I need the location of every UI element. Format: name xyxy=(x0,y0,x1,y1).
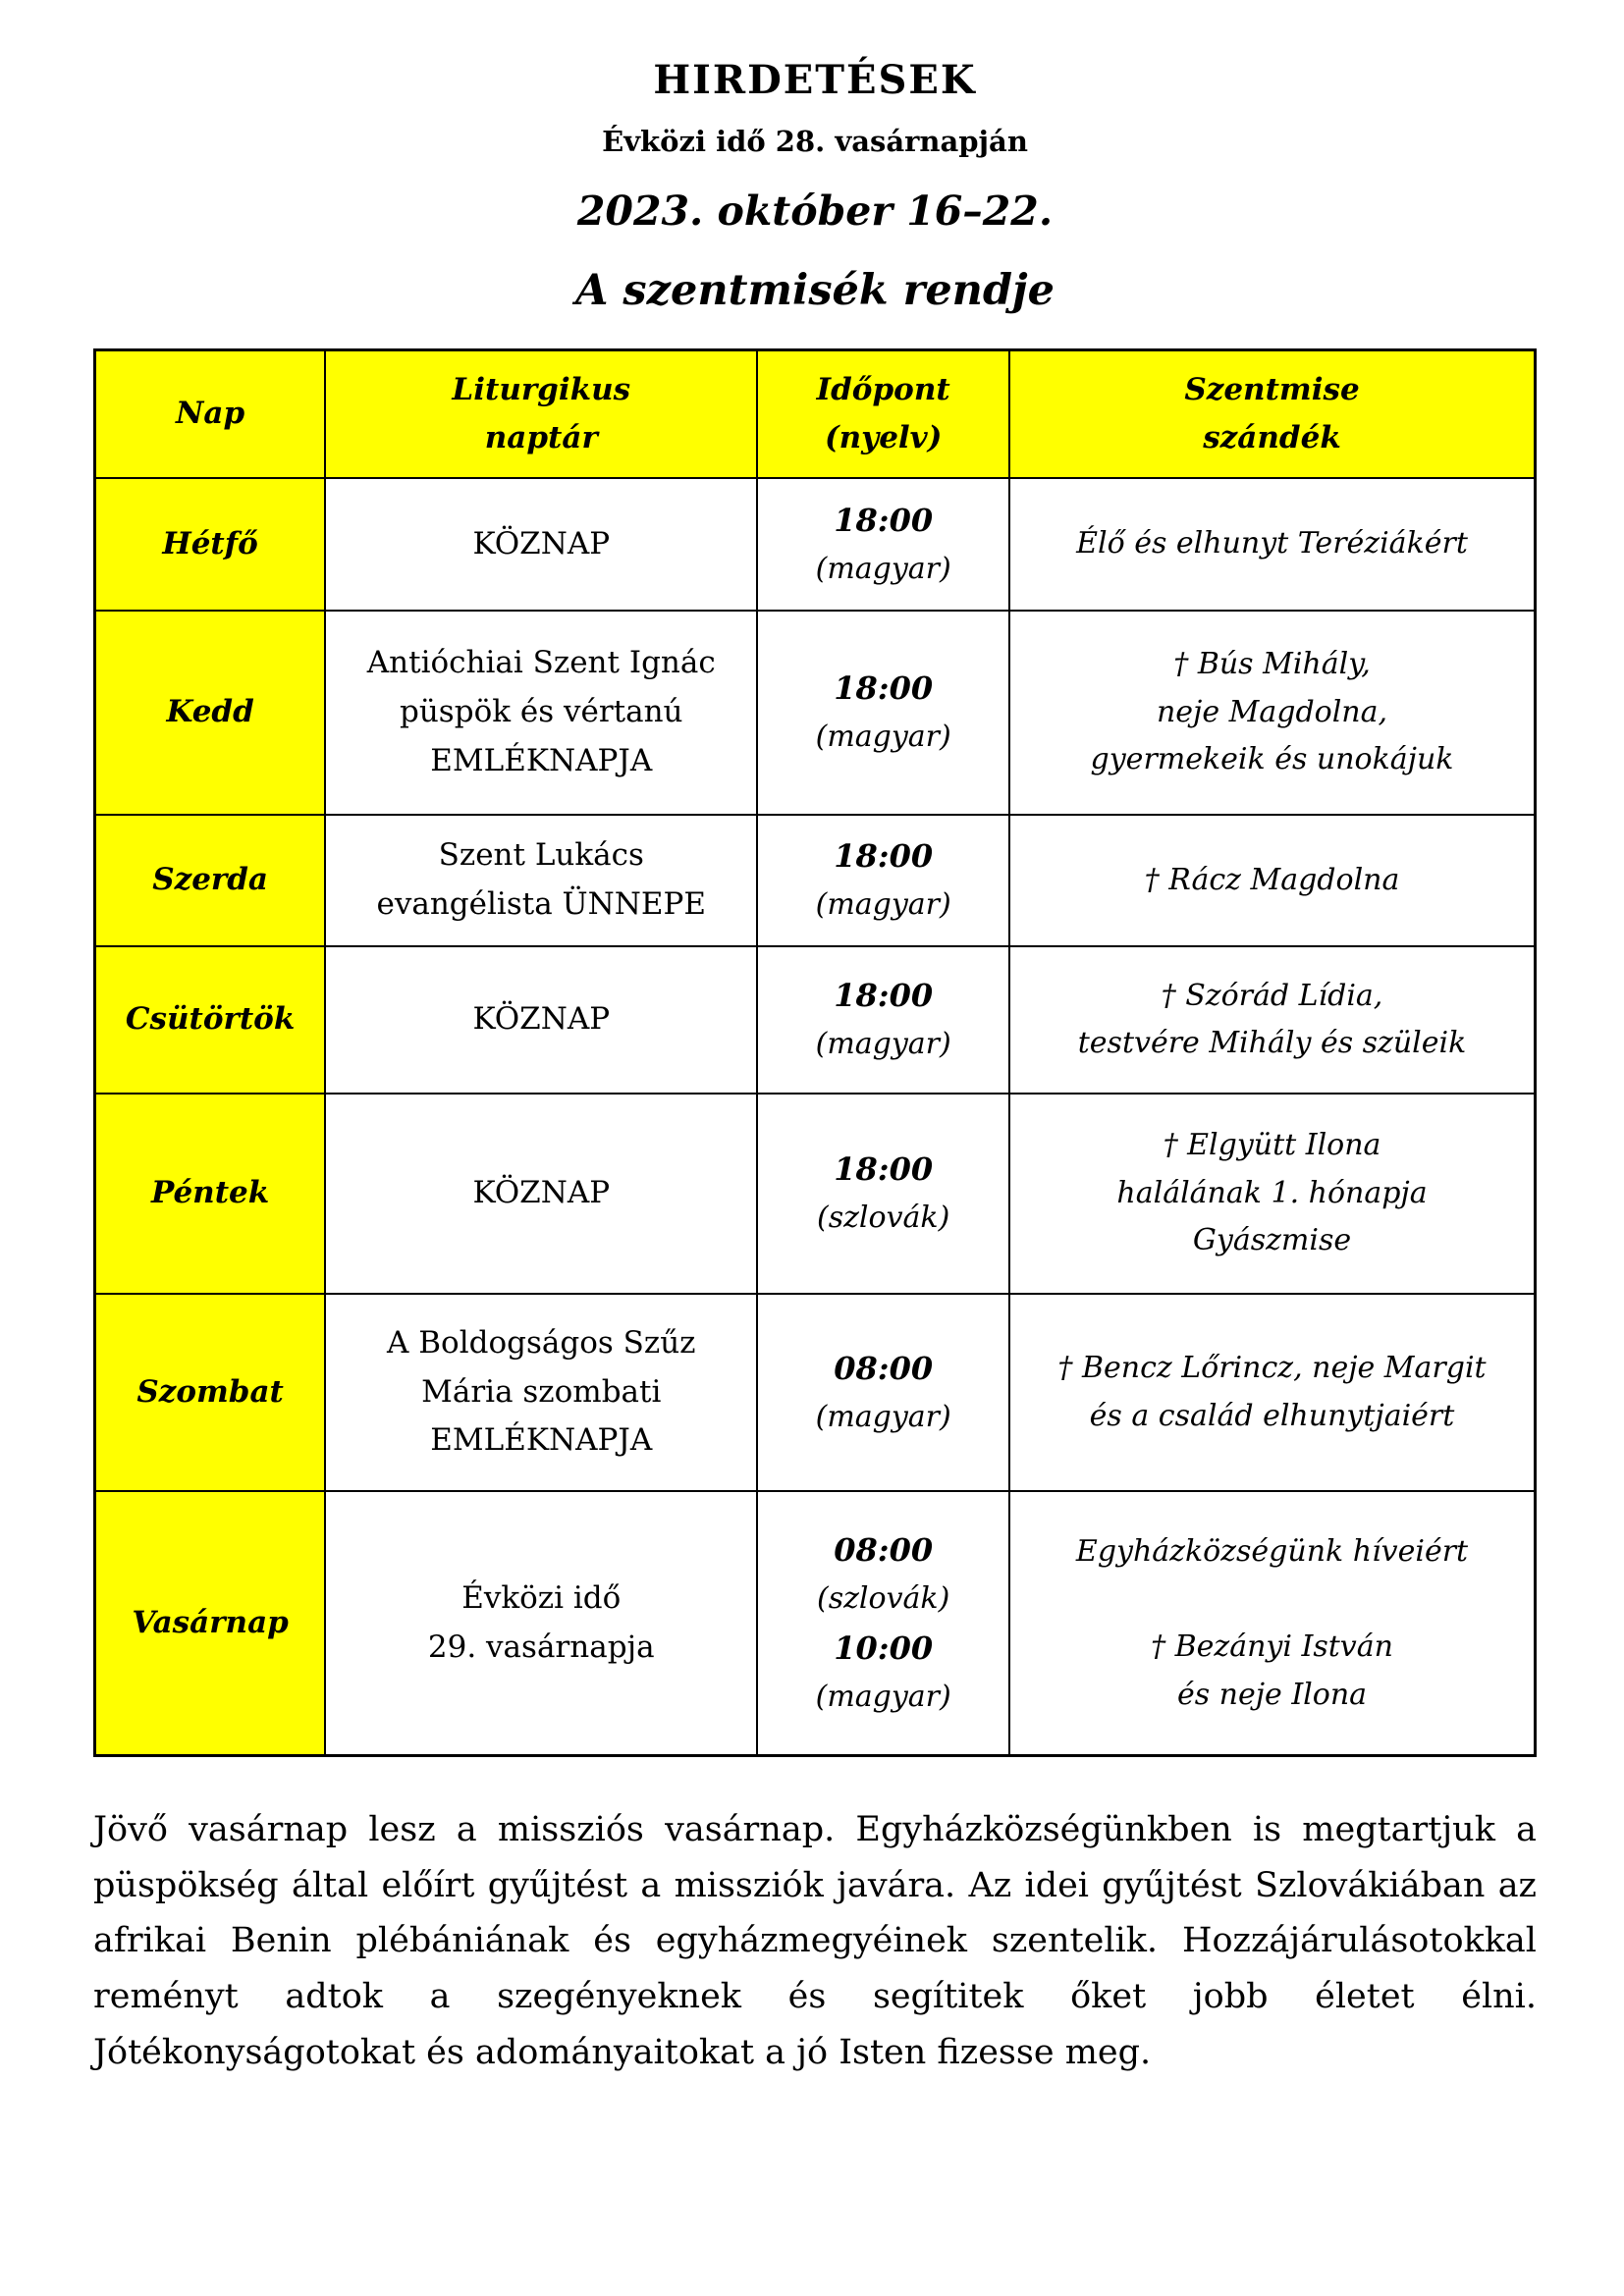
day-label: Csütörtök xyxy=(125,1001,296,1038)
intention-line: Gyászmise xyxy=(1192,1223,1352,1258)
day-cell xyxy=(95,1491,326,1756)
mass-time: 18:00 xyxy=(834,977,934,1015)
column-header xyxy=(1009,350,1535,478)
mass-language: (szlovák) xyxy=(817,1581,950,1617)
intention-line: és a család elhunytjaiért xyxy=(1089,1398,1455,1433)
liturgical-calendar-cell xyxy=(325,1491,757,1756)
time-cell xyxy=(757,946,1009,1094)
column-header xyxy=(757,350,1009,478)
intention-line: † Elgyütt Ilona xyxy=(1163,1128,1381,1163)
day-label: Kedd xyxy=(166,694,254,730)
intention-line: † Szórád Lídia, xyxy=(1161,978,1383,1013)
calendar-line: EMLÉKNAPJA xyxy=(430,742,653,778)
calendar-line: KÖZNAP xyxy=(472,525,611,561)
mass-language: (magyar) xyxy=(815,1027,951,1062)
announcement-paragraph: Jövő vasárnap lesz a missziós vasárnap. Egyházközségünkben is megtartjuk a püspökség által előírt gyűjtést a missziók javára. Az idei gyűjtést Szlovákiában az afrikai Benin plébániának és egyházmegyéinek szentelik. Hozzájárulásotokkal reményt adtok a szegényeknek és segítitek őket jobb életet élni. Jótékonyságotokat és adományaitokat a jó Isten fizesse meg. xyxy=(93,1810,1537,2072)
intention-cell xyxy=(1009,1294,1535,1491)
intention-line: † Bencz Lőrincz, neje Margit xyxy=(1057,1351,1487,1385)
intention-line: és neje Ilona xyxy=(1176,1677,1368,1712)
mass-language: (magyar) xyxy=(815,551,951,586)
liturgical-calendar-cell xyxy=(325,1094,757,1294)
intention-line: testvére Mihály és szüleik xyxy=(1077,1026,1467,1060)
time-cell xyxy=(757,611,1009,815)
table-row xyxy=(95,1294,1536,1491)
table-row xyxy=(95,611,1536,815)
table-row xyxy=(95,1094,1536,1294)
intention-line: gyermekeik és unokájuk xyxy=(1090,742,1454,777)
mass-time: 18:00 xyxy=(834,837,934,876)
day-cell xyxy=(95,478,326,611)
table-row xyxy=(95,1491,1536,1756)
intention-line: Egyházközségünk híveiért xyxy=(1075,1533,1469,1569)
day-cell xyxy=(95,815,326,946)
calendar-line: Évközi idő xyxy=(461,1580,622,1616)
calendar-line: Szent Lukács xyxy=(438,837,644,874)
page-title: HIRDETÉSEK xyxy=(653,57,977,103)
day-cell xyxy=(95,1294,326,1491)
time-cell xyxy=(757,1294,1009,1491)
calendar-line: EMLÉKNAPJA xyxy=(430,1422,653,1459)
calendar-line: Mária szombati xyxy=(421,1373,662,1410)
liturgical-calendar-cell xyxy=(325,1294,757,1491)
day-cell xyxy=(95,1094,326,1294)
liturgical-calendar-cell xyxy=(325,478,757,611)
intention-cell xyxy=(1009,946,1535,1094)
column-header-line: Időpont xyxy=(816,371,950,407)
mass-language: (magyar) xyxy=(815,1399,951,1434)
mass-language: (magyar) xyxy=(815,1679,951,1714)
intention-line: † Bús Mihály, xyxy=(1173,647,1371,682)
calendar-line: A Boldogságos Szűz xyxy=(387,1324,696,1361)
mass-time: 10:00 xyxy=(834,1629,934,1667)
day-cell xyxy=(95,946,326,1094)
intention-cell xyxy=(1009,611,1535,815)
table-body xyxy=(95,478,1536,1756)
mass-time: 18:00 xyxy=(834,1150,934,1189)
intention-cell xyxy=(1009,1491,1535,1756)
intention-line: neje Magdolna, xyxy=(1156,694,1388,729)
liturgical-calendar-cell xyxy=(325,611,757,815)
time-cell xyxy=(757,1491,1009,1756)
time-cell xyxy=(757,815,1009,946)
column-header-line: szándék xyxy=(1203,420,1341,456)
day-cell xyxy=(95,611,326,815)
mass-time: 08:00 xyxy=(834,1531,934,1570)
column-header-line: Nap xyxy=(176,396,245,432)
time-cell xyxy=(757,478,1009,611)
intention-cell xyxy=(1009,1094,1535,1294)
mass-time: 08:00 xyxy=(834,1349,934,1387)
mass-language: (magyar) xyxy=(815,887,951,923)
column-header-line: (nyelv) xyxy=(824,420,943,456)
column-header-line: naptár xyxy=(484,420,598,456)
date-range: 2023. október 16–22. xyxy=(576,187,1054,235)
intention-cell xyxy=(1009,478,1535,611)
column-header xyxy=(95,350,326,478)
intention-line: halálának 1. hónapja xyxy=(1116,1175,1428,1210)
calendar-line: 29. vasárnapja xyxy=(427,1629,655,1665)
column-header xyxy=(325,350,757,478)
mass-time: 18:00 xyxy=(834,501,934,539)
time-cell xyxy=(757,1094,1009,1294)
page-subtitle: Évközi idő 28. vasárnapján xyxy=(602,125,1028,158)
table-row xyxy=(95,815,1536,946)
calendar-line: KÖZNAP xyxy=(472,1001,611,1038)
calendar-line: püspök és vértanú xyxy=(400,694,683,730)
day-label: Szerda xyxy=(152,862,269,898)
liturgical-calendar-cell xyxy=(325,815,757,946)
mass-schedule-table xyxy=(93,348,1537,1757)
mass-language: (szlovák) xyxy=(817,1201,950,1236)
calendar-line: evangélista ÜNNEPE xyxy=(376,886,707,922)
intention-line: Élő és elhunyt Teréziákért xyxy=(1076,526,1468,561)
day-label: Péntek xyxy=(150,1175,270,1211)
schedule-title: A szentmisék rendje xyxy=(575,266,1055,315)
table-row xyxy=(95,946,1536,1094)
column-header-line: Szentmise xyxy=(1184,371,1360,407)
intention-line: † Bezányi István xyxy=(1151,1629,1393,1664)
calendar-line: Antióchiai Szent Ignác xyxy=(366,645,716,681)
table-row xyxy=(95,478,1536,611)
column-header-line: Liturgikus xyxy=(452,371,631,407)
mass-time: 18:00 xyxy=(834,669,934,708)
day-label: Hétfő xyxy=(162,525,258,561)
day-label: Szombat xyxy=(136,1373,284,1410)
intention-cell xyxy=(1009,815,1535,946)
intention-line: † Rácz Magdolna xyxy=(1144,862,1400,897)
mass-language: (magyar) xyxy=(815,720,951,755)
intention-line xyxy=(1018,1580,1526,1618)
liturgical-calendar-cell xyxy=(325,946,757,1094)
calendar-line: KÖZNAP xyxy=(472,1175,611,1211)
table-header-row xyxy=(95,350,1536,478)
day-label: Vasárnap xyxy=(132,1604,289,1640)
